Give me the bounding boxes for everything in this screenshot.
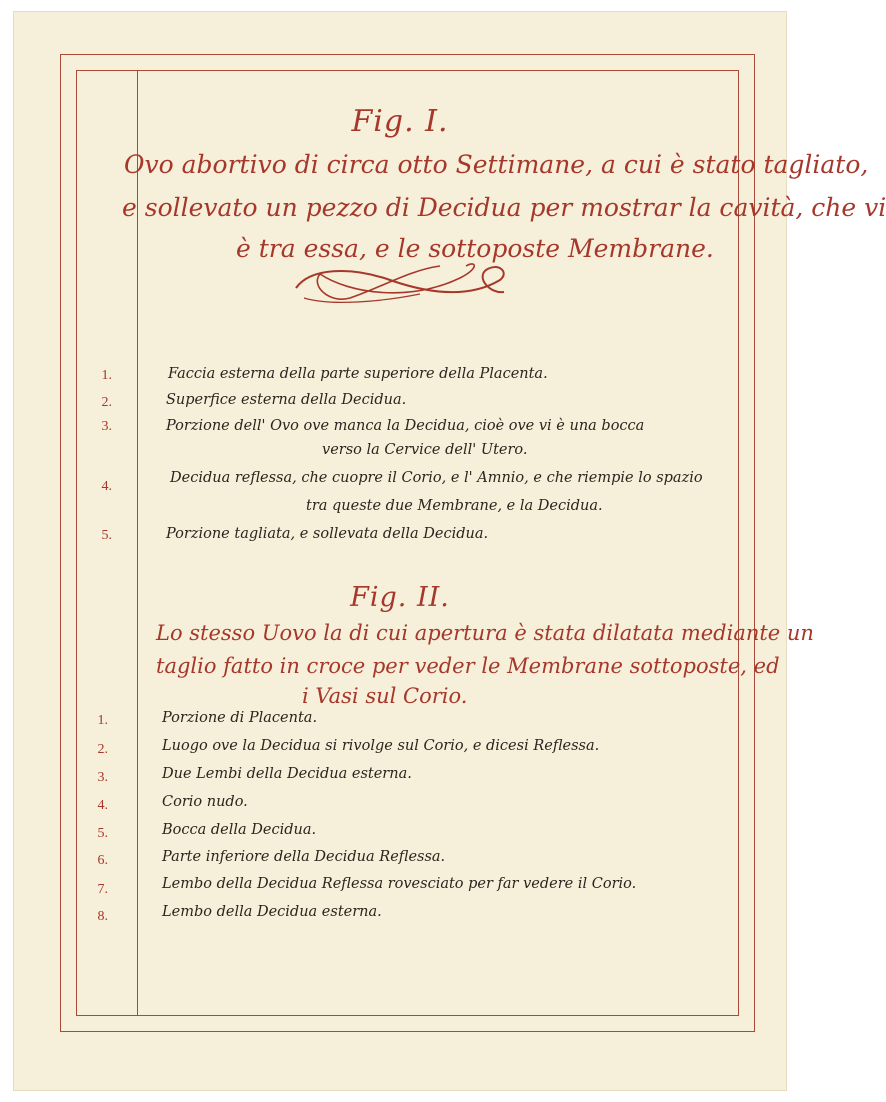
fig1-item-3-text-line-2: verso la Cervice dell' Utero. bbox=[322, 442, 528, 458]
fig2-item-5-number: 5. bbox=[97, 826, 108, 841]
fig2-item-6-text: Parte inferiore della Decidua Reflessa. bbox=[162, 849, 446, 865]
calligraphic-flourish bbox=[290, 258, 510, 310]
fig2-caption-line-3: i Vasi sul Corio. bbox=[302, 684, 468, 708]
fig2-item-8-text: Lembo della Decidua esterna. bbox=[162, 904, 382, 920]
fig2-item-1-number: 1. bbox=[97, 713, 108, 728]
fig2-caption-line-2: taglio fatto in croce per veder le Membrane sottoposte, ed bbox=[156, 654, 780, 678]
fig1-caption-line-3: è tra essa, e le sottoposte Membrane. bbox=[236, 234, 714, 263]
fig1-item-4-text-line-1: Decidua reflessa, che cuopre il Corio, e l' Amnio, e che riempie lo spazio bbox=[170, 470, 703, 486]
fig2-item-2-text: Luogo ove la Decidua si rivolge sul Corio, e dicesi Reflessa. bbox=[162, 738, 600, 754]
fig1-item-5-number: 5. bbox=[101, 528, 112, 543]
fig2-item-3-text: Due Lembi della Decidua esterna. bbox=[162, 766, 412, 782]
fig1-item-3-number: 3. bbox=[101, 419, 112, 434]
fig1-item-4-number: 4. bbox=[101, 479, 112, 494]
fig1-item-1-text: Faccia esterna della parte superiore della Placenta. bbox=[168, 366, 548, 382]
fig2-item-6-number: 6. bbox=[97, 853, 108, 868]
fig1-item-1-number: 1. bbox=[101, 368, 112, 383]
fig2-item-2-number: 2. bbox=[97, 742, 108, 757]
fig2-item-7-text: Lembo della Decidua Reflessa rovesciato per far vedere il Corio. bbox=[162, 876, 637, 892]
fig2-item-5-text: Bocca della Decidua. bbox=[162, 822, 317, 838]
fig1-item-4-text-line-2: tra queste due Membrane, e la Decidua. bbox=[306, 498, 603, 514]
fig1-caption-line-2: e sollevato un pezzo di Decidua per mostrar la cavità, che vi bbox=[122, 193, 886, 222]
fig1-item-2-number: 2. bbox=[101, 395, 112, 410]
fig1-item-2-text: Superfice esterna della Decidua. bbox=[166, 392, 407, 408]
fig1-item-3-text-line-1: Porzione dell' Ovo ove manca la Decidua, cioè ove vi è una bocca bbox=[166, 418, 645, 434]
fig1-title: Fig. I. bbox=[351, 104, 449, 139]
fig2-item-7-number: 7. bbox=[97, 882, 108, 897]
fig1-caption-line-1: Ovo abortivo di circa otto Settimane, a cui è stato tagliato, bbox=[124, 150, 869, 179]
fig2-item-8-number: 8. bbox=[97, 909, 108, 924]
fig2-item-3-number: 3. bbox=[97, 770, 108, 785]
fig2-item-1-text: Porzione di Placenta. bbox=[162, 710, 318, 726]
fig2-item-4-text: Corio nudo. bbox=[162, 794, 248, 810]
fig2-caption-line-1: Lo stesso Uovo la di cui apertura è stata dilatata mediante un bbox=[156, 621, 814, 645]
fig1-item-5-text: Porzione tagliata, e sollevata della Decidua. bbox=[166, 526, 489, 542]
fig2-item-4-number: 4. bbox=[97, 798, 108, 813]
fig2-title: Fig. II. bbox=[350, 582, 450, 613]
